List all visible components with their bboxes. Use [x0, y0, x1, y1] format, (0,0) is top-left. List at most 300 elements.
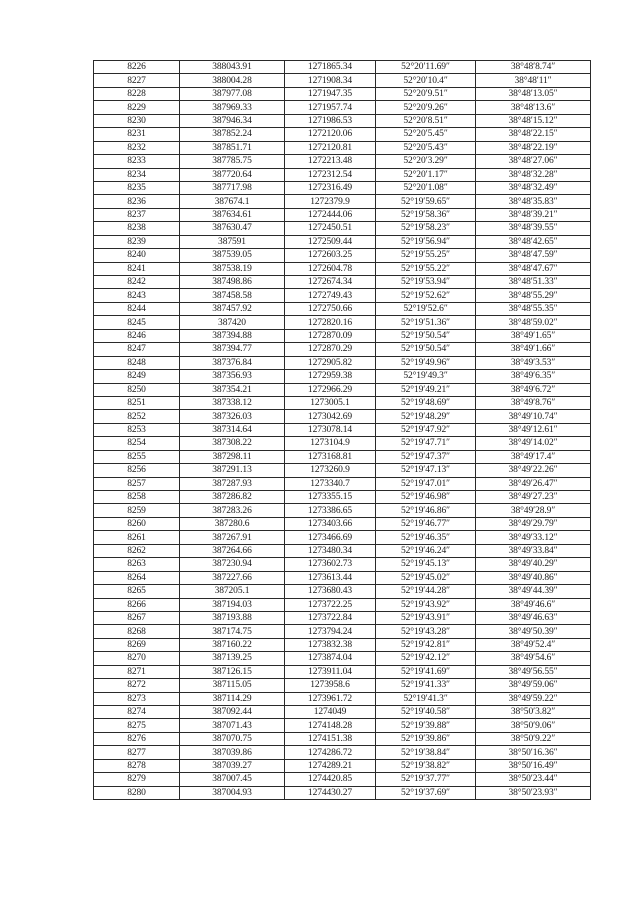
x-coordinate-cell: 387785.75 [180, 155, 285, 168]
point-number-cell: 8238 [94, 222, 180, 235]
x-coordinate-cell: 387630.47 [180, 222, 285, 235]
longitude-cell: 38°49′10.74″ [476, 410, 591, 423]
latitude-cell: 52°19′45.02″ [376, 571, 476, 584]
latitude-cell: 52°20′10.4″ [376, 74, 476, 87]
latitude-cell: 52°19′59.65″ [376, 195, 476, 208]
x-coordinate-cell: 387458.58 [180, 289, 285, 302]
longitude-cell: 38°49′12.61″ [476, 423, 591, 436]
longitude-cell: 38°49′26.47″ [476, 477, 591, 490]
latitude-cell: 52°19′42.12″ [376, 652, 476, 665]
x-coordinate-cell: 387314.64 [180, 423, 285, 436]
latitude-cell: 52°19′48.29″ [376, 410, 476, 423]
longitude-cell: 38°49′3.53″ [476, 356, 591, 369]
x-coordinate-cell: 387338.12 [180, 396, 285, 409]
y-coordinate-cell: 1273722.84 [285, 611, 376, 624]
longitude-cell: 38°49′8.76″ [476, 396, 591, 409]
table-row [94, 585, 591, 598]
x-coordinate-cell: 387356.93 [180, 370, 285, 383]
longitude-cell: 38°49′46.6″ [476, 598, 591, 611]
x-coordinate-cell: 387852.24 [180, 128, 285, 141]
longitude-cell: 38°48′39.55″ [476, 222, 591, 235]
latitude-cell: 52°19′52.6″ [376, 302, 476, 315]
x-coordinate-cell: 387969.33 [180, 101, 285, 114]
longitude-cell: 38°49′28.9″ [476, 504, 591, 517]
point-number-cell: 8276 [94, 732, 180, 745]
point-number-cell: 8269 [94, 638, 180, 651]
table-row [94, 262, 591, 275]
x-coordinate-cell: 388004.28 [180, 74, 285, 87]
y-coordinate-cell: 1273794.24 [285, 625, 376, 638]
x-coordinate-cell: 387230.94 [180, 558, 285, 571]
table-row [94, 450, 591, 463]
latitude-cell: 52°19′41.3″ [376, 692, 476, 705]
point-number-cell: 8233 [94, 155, 180, 168]
table-row [94, 222, 591, 235]
table-row [94, 168, 591, 181]
table-row [94, 491, 591, 504]
x-coordinate-cell: 387354.21 [180, 383, 285, 396]
latitude-cell: 52°19′46.77″ [376, 517, 476, 530]
y-coordinate-cell: 1274289.21 [285, 759, 376, 772]
latitude-cell: 52°19′44.28″ [376, 585, 476, 598]
y-coordinate-cell: 1273260.9 [285, 464, 376, 477]
y-coordinate-cell: 1272444.06 [285, 208, 376, 221]
latitude-cell: 52°20′11.69″ [376, 61, 476, 74]
latitude-cell: 52°19′38.84″ [376, 746, 476, 759]
table-row [94, 101, 591, 114]
latitude-cell: 52°20′9.51″ [376, 87, 476, 100]
latitude-cell: 52°19′38.82″ [376, 759, 476, 772]
x-coordinate-cell: 387194.03 [180, 598, 285, 611]
longitude-cell: 38°49′33.84″ [476, 544, 591, 557]
latitude-cell: 52°20′3.29″ [376, 155, 476, 168]
y-coordinate-cell: 1273386.65 [285, 504, 376, 517]
x-coordinate-cell: 387193.88 [180, 611, 285, 624]
coordinates-table [93, 60, 591, 800]
point-number-cell: 8267 [94, 611, 180, 624]
table-row [94, 558, 591, 571]
point-number-cell: 8271 [94, 665, 180, 678]
longitude-cell: 38°49′29.79″ [476, 517, 591, 530]
latitude-cell: 52°19′58.36″ [376, 208, 476, 221]
longitude-cell: 38°48′27.06″ [476, 155, 591, 168]
table-row [94, 437, 591, 450]
y-coordinate-cell: 1274430.27 [285, 786, 376, 799]
point-number-cell: 8274 [94, 706, 180, 719]
point-number-cell: 8273 [94, 692, 180, 705]
latitude-cell: 52°19′37.77″ [376, 773, 476, 786]
point-number-cell: 8230 [94, 114, 180, 127]
x-coordinate-cell: 387298.11 [180, 450, 285, 463]
point-number-cell: 8242 [94, 276, 180, 289]
y-coordinate-cell: 1274049 [285, 706, 376, 719]
x-coordinate-cell: 387634.61 [180, 208, 285, 221]
point-number-cell: 8227 [94, 74, 180, 87]
x-coordinate-cell: 387227.66 [180, 571, 285, 584]
longitude-cell: 38°48′15.12″ [476, 114, 591, 127]
x-coordinate-cell: 387174.75 [180, 625, 285, 638]
point-number-cell: 8270 [94, 652, 180, 665]
x-coordinate-cell: 387286.82 [180, 491, 285, 504]
longitude-cell: 38°49′22.26″ [476, 464, 591, 477]
table-row [94, 181, 591, 194]
longitude-cell: 38°49′40.86″ [476, 571, 591, 584]
x-coordinate-cell: 387720.64 [180, 168, 285, 181]
y-coordinate-cell: 1273480.34 [285, 544, 376, 557]
point-number-cell: 8278 [94, 759, 180, 772]
latitude-cell: 52°19′43.28″ [376, 625, 476, 638]
point-number-cell: 8263 [94, 558, 180, 571]
table-row [94, 544, 591, 557]
x-coordinate-cell: 387160.22 [180, 638, 285, 651]
point-number-cell: 8272 [94, 679, 180, 692]
point-number-cell: 8240 [94, 249, 180, 262]
longitude-cell: 38°49′33.12″ [476, 531, 591, 544]
latitude-cell: 52°19′37.69″ [376, 786, 476, 799]
x-coordinate-cell: 387394.77 [180, 343, 285, 356]
point-number-cell: 8244 [94, 302, 180, 315]
latitude-cell: 52°19′39.88″ [376, 719, 476, 732]
latitude-cell: 52°19′55.25″ [376, 249, 476, 262]
latitude-cell: 52°19′47.13″ [376, 464, 476, 477]
y-coordinate-cell: 1274148.28 [285, 719, 376, 732]
y-coordinate-cell: 1272959.38 [285, 370, 376, 383]
longitude-cell: 38°48′32.28″ [476, 168, 591, 181]
latitude-cell: 52°19′50.54″ [376, 329, 476, 342]
longitude-cell: 38°49′59.06″ [476, 679, 591, 692]
table-row [94, 746, 591, 759]
x-coordinate-cell: 387126.15 [180, 665, 285, 678]
x-coordinate-cell: 387267.91 [180, 531, 285, 544]
latitude-cell: 52°19′41.69″ [376, 665, 476, 678]
table-row [94, 759, 591, 772]
y-coordinate-cell: 1272674.34 [285, 276, 376, 289]
y-coordinate-cell: 1272509.44 [285, 235, 376, 248]
table-row [94, 155, 591, 168]
table-row [94, 611, 591, 624]
y-coordinate-cell: 1271908.34 [285, 74, 376, 87]
y-coordinate-cell: 1272213.48 [285, 155, 376, 168]
y-coordinate-cell: 1273680.43 [285, 585, 376, 598]
longitude-cell: 38°48′13.6″ [476, 101, 591, 114]
longitude-cell: 38°50′16.49″ [476, 759, 591, 772]
y-coordinate-cell: 1272120.81 [285, 141, 376, 154]
point-number-cell: 8241 [94, 262, 180, 275]
table-row [94, 87, 591, 100]
table-row [94, 74, 591, 87]
longitude-cell: 38°49′1.65″ [476, 329, 591, 342]
latitude-cell: 52°19′43.92″ [376, 598, 476, 611]
table-row [94, 141, 591, 154]
latitude-cell: 52°19′41.33″ [376, 679, 476, 692]
longitude-cell: 38°49′56.55″ [476, 665, 591, 678]
x-coordinate-cell: 387114.29 [180, 692, 285, 705]
point-number-cell: 8249 [94, 370, 180, 383]
x-coordinate-cell: 387264.66 [180, 544, 285, 557]
point-number-cell: 8246 [94, 329, 180, 342]
point-number-cell: 8232 [94, 141, 180, 154]
longitude-cell: 38°49′50.39″ [476, 625, 591, 638]
table-row [94, 195, 591, 208]
table-row [94, 786, 591, 799]
point-number-cell: 8255 [94, 450, 180, 463]
longitude-cell: 38°49′40.29″ [476, 558, 591, 571]
longitude-cell: 38°48′22.15″ [476, 128, 591, 141]
latitude-cell: 52°19′39.86″ [376, 732, 476, 745]
latitude-cell: 52°20′5.45″ [376, 128, 476, 141]
table-row [94, 343, 591, 356]
y-coordinate-cell: 1271986.53 [285, 114, 376, 127]
table-row [94, 370, 591, 383]
x-coordinate-cell: 387115.05 [180, 679, 285, 692]
y-coordinate-cell: 1273005.1 [285, 396, 376, 409]
longitude-cell: 38°48′55.35″ [476, 302, 591, 315]
y-coordinate-cell: 1272750.66 [285, 302, 376, 315]
y-coordinate-cell: 1273168.81 [285, 450, 376, 463]
table-row [94, 289, 591, 302]
y-coordinate-cell: 1273355.15 [285, 491, 376, 504]
latitude-cell: 52°19′42.81″ [376, 638, 476, 651]
y-coordinate-cell: 1273466.69 [285, 531, 376, 544]
latitude-cell: 52°19′47.92″ [376, 423, 476, 436]
point-number-cell: 8258 [94, 491, 180, 504]
latitude-cell: 52°19′40.58″ [376, 706, 476, 719]
x-coordinate-cell: 387092.44 [180, 706, 285, 719]
longitude-cell: 38°48′47.67″ [476, 262, 591, 275]
table-row [94, 276, 591, 289]
coordinates-table-body [94, 61, 591, 800]
point-number-cell: 8247 [94, 343, 180, 356]
point-number-cell: 8259 [94, 504, 180, 517]
point-number-cell: 8228 [94, 87, 180, 100]
longitude-cell: 38°48′13.05″ [476, 87, 591, 100]
longitude-cell: 38°50′3.82″ [476, 706, 591, 719]
y-coordinate-cell: 1272120.06 [285, 128, 376, 141]
longitude-cell: 38°49′44.39″ [476, 585, 591, 598]
point-number-cell: 8235 [94, 181, 180, 194]
table-row [94, 356, 591, 369]
x-coordinate-cell: 387287.93 [180, 477, 285, 490]
table-row [94, 208, 591, 221]
x-coordinate-cell: 387280.6 [180, 517, 285, 530]
table-row [94, 679, 591, 692]
longitude-cell: 38°48′59.02″ [476, 316, 591, 329]
table-row [94, 316, 591, 329]
y-coordinate-cell: 1272379.9 [285, 195, 376, 208]
x-coordinate-cell: 387498.86 [180, 276, 285, 289]
x-coordinate-cell: 387394.88 [180, 329, 285, 342]
point-number-cell: 8266 [94, 598, 180, 611]
y-coordinate-cell: 1272316.49 [285, 181, 376, 194]
point-number-cell: 8250 [94, 383, 180, 396]
table-row [94, 652, 591, 665]
table-row [94, 598, 591, 611]
y-coordinate-cell: 1274420.85 [285, 773, 376, 786]
y-coordinate-cell: 1273911.04 [285, 665, 376, 678]
point-number-cell: 8231 [94, 128, 180, 141]
x-coordinate-cell: 387291.13 [180, 464, 285, 477]
point-number-cell: 8234 [94, 168, 180, 181]
y-coordinate-cell: 1272312.54 [285, 168, 376, 181]
table-row [94, 665, 591, 678]
point-number-cell: 8268 [94, 625, 180, 638]
y-coordinate-cell: 1273722.25 [285, 598, 376, 611]
x-coordinate-cell: 387539.05 [180, 249, 285, 262]
point-number-cell: 8237 [94, 208, 180, 221]
y-coordinate-cell: 1273874.04 [285, 652, 376, 665]
longitude-cell: 38°49′6.35″ [476, 370, 591, 383]
longitude-cell: 38°49′17.4″ [476, 450, 591, 463]
y-coordinate-cell: 1274286.72 [285, 746, 376, 759]
latitude-cell: 52°19′47.37″ [376, 450, 476, 463]
longitude-cell: 38°50′23.44″ [476, 773, 591, 786]
longitude-cell: 38°49′52.4″ [476, 638, 591, 651]
y-coordinate-cell: 1272905.82 [285, 356, 376, 369]
table-row [94, 114, 591, 127]
latitude-cell: 52°19′47.71″ [376, 437, 476, 450]
point-number-cell: 8256 [94, 464, 180, 477]
y-coordinate-cell: 1272604.78 [285, 262, 376, 275]
table-row [94, 383, 591, 396]
table-row [94, 302, 591, 315]
point-number-cell: 8226 [94, 61, 180, 74]
longitude-cell: 38°49′59.22″ [476, 692, 591, 705]
table-row [94, 396, 591, 409]
table-row [94, 571, 591, 584]
latitude-cell: 52°19′58.23″ [376, 222, 476, 235]
x-coordinate-cell: 387591 [180, 235, 285, 248]
x-coordinate-cell: 387139.25 [180, 652, 285, 665]
y-coordinate-cell: 1273602.73 [285, 558, 376, 571]
latitude-cell: 52°19′52.62″ [376, 289, 476, 302]
latitude-cell: 52°20′9.26″ [376, 101, 476, 114]
longitude-cell: 38°48′51.33″ [476, 276, 591, 289]
latitude-cell: 52°20′1.17″ [376, 168, 476, 181]
x-coordinate-cell: 387457.92 [180, 302, 285, 315]
latitude-cell: 52°19′45.13″ [376, 558, 476, 571]
point-number-cell: 8265 [94, 585, 180, 598]
table-row [94, 692, 591, 705]
point-number-cell: 8254 [94, 437, 180, 450]
table-row [94, 531, 591, 544]
table-row [94, 410, 591, 423]
x-coordinate-cell: 387039.86 [180, 746, 285, 759]
y-coordinate-cell: 1272820.16 [285, 316, 376, 329]
longitude-cell: 38°49′46.63″ [476, 611, 591, 624]
y-coordinate-cell: 1272870.09 [285, 329, 376, 342]
x-coordinate-cell: 387674.1 [180, 195, 285, 208]
point-number-cell: 8280 [94, 786, 180, 799]
longitude-cell: 38°48′11″ [476, 74, 591, 87]
point-number-cell: 8261 [94, 531, 180, 544]
x-coordinate-cell: 387977.08 [180, 87, 285, 100]
point-number-cell: 8236 [94, 195, 180, 208]
table-row [94, 61, 591, 74]
y-coordinate-cell: 1272749.43 [285, 289, 376, 302]
x-coordinate-cell: 387283.26 [180, 504, 285, 517]
latitude-cell: 52°19′50.54″ [376, 343, 476, 356]
longitude-cell: 38°49′54.6″ [476, 652, 591, 665]
longitude-cell: 38°49′1.66″ [476, 343, 591, 356]
point-number-cell: 8253 [94, 423, 180, 436]
longitude-cell: 38°48′32.49″ [476, 181, 591, 194]
longitude-cell: 38°49′27.23″ [476, 491, 591, 504]
table-row [94, 423, 591, 436]
x-coordinate-cell: 387070.75 [180, 732, 285, 745]
y-coordinate-cell: 1272966.29 [285, 383, 376, 396]
latitude-cell: 52°19′49.3″ [376, 370, 476, 383]
longitude-cell: 38°48′55.29″ [476, 289, 591, 302]
latitude-cell: 52°19′46.35″ [376, 531, 476, 544]
x-coordinate-cell: 388043.91 [180, 61, 285, 74]
y-coordinate-cell: 1273403.66 [285, 517, 376, 530]
latitude-cell: 52°20′5.43″ [376, 141, 476, 154]
y-coordinate-cell: 1273961.72 [285, 692, 376, 705]
table-row [94, 638, 591, 651]
point-number-cell: 8245 [94, 316, 180, 329]
longitude-cell: 38°48′42.65″ [476, 235, 591, 248]
latitude-cell: 52°19′43.91″ [376, 611, 476, 624]
longitude-cell: 38°48′22.19″ [476, 141, 591, 154]
longitude-cell: 38°49′14.02″ [476, 437, 591, 450]
latitude-cell: 52°19′46.98″ [376, 491, 476, 504]
y-coordinate-cell: 1273078.14 [285, 423, 376, 436]
latitude-cell: 52°19′47.01″ [376, 477, 476, 490]
latitude-cell: 52°20′8.51″ [376, 114, 476, 127]
longitude-cell: 38°48′39.21″ [476, 208, 591, 221]
point-number-cell: 8279 [94, 773, 180, 786]
y-coordinate-cell: 1271865.34 [285, 61, 376, 74]
x-coordinate-cell: 387717.98 [180, 181, 285, 194]
longitude-cell: 38°48′47.59″ [476, 249, 591, 262]
point-number-cell: 8262 [94, 544, 180, 557]
table-row [94, 732, 591, 745]
latitude-cell: 52°19′49.96″ [376, 356, 476, 369]
x-coordinate-cell: 387538.19 [180, 262, 285, 275]
point-number-cell: 8257 [94, 477, 180, 490]
point-number-cell: 8251 [94, 396, 180, 409]
table-row [94, 477, 591, 490]
longitude-cell: 38°50′16.36″ [476, 746, 591, 759]
latitude-cell: 52°19′51.36″ [376, 316, 476, 329]
point-number-cell: 8252 [94, 410, 180, 423]
point-number-cell: 8260 [94, 517, 180, 530]
x-coordinate-cell: 387205.1 [180, 585, 285, 598]
point-number-cell: 8264 [94, 571, 180, 584]
longitude-cell: 38°50′9.06″ [476, 719, 591, 732]
table-row [94, 773, 591, 786]
x-coordinate-cell: 387039.27 [180, 759, 285, 772]
table-row [94, 464, 591, 477]
point-number-cell: 8239 [94, 235, 180, 248]
y-coordinate-cell: 1273042.69 [285, 410, 376, 423]
y-coordinate-cell: 1273340.7 [285, 477, 376, 490]
x-coordinate-cell: 387420 [180, 316, 285, 329]
y-coordinate-cell: 1271947.35 [285, 87, 376, 100]
longitude-cell: 38°49′6.72″ [476, 383, 591, 396]
latitude-cell: 52°19′55.22″ [376, 262, 476, 275]
x-coordinate-cell: 387946.34 [180, 114, 285, 127]
table-row [94, 625, 591, 638]
x-coordinate-cell: 387071.43 [180, 719, 285, 732]
y-coordinate-cell: 1272450.51 [285, 222, 376, 235]
point-number-cell: 8229 [94, 101, 180, 114]
x-coordinate-cell: 387007.45 [180, 773, 285, 786]
y-coordinate-cell: 1274151.38 [285, 732, 376, 745]
latitude-cell: 52°19′53.94″ [376, 276, 476, 289]
table-row [94, 249, 591, 262]
table-row [94, 235, 591, 248]
